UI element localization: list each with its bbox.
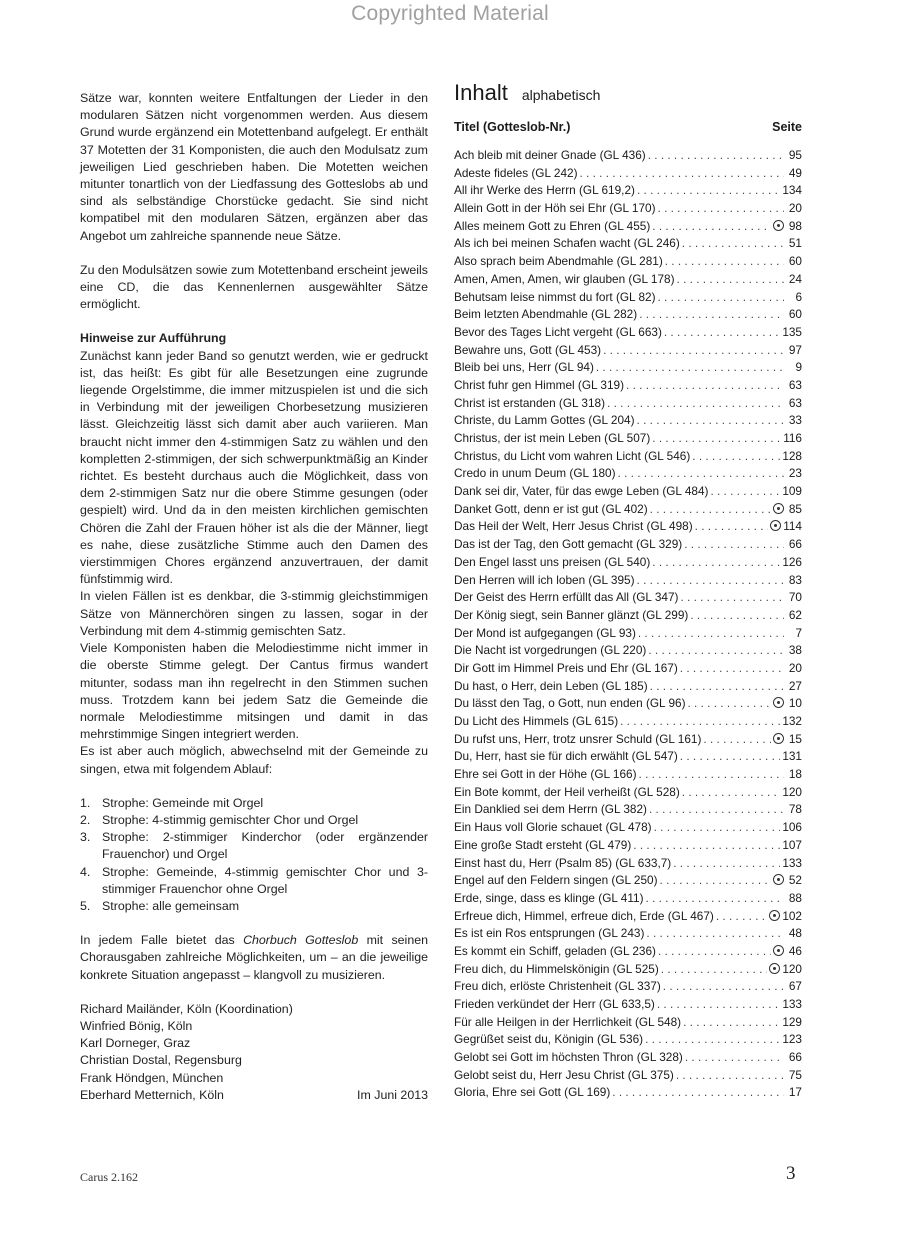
leader-dots xyxy=(639,767,784,781)
toc-entry-title: Ein Haus voll Glorie schauet (GL 478) xyxy=(454,820,652,835)
toc-entry-title: Bevor des Tages Licht vergeht (GL 663) xyxy=(454,324,662,339)
toc-entry xyxy=(454,290,802,308)
strophe-item xyxy=(80,795,428,812)
leader-dots xyxy=(680,749,781,763)
toc-entry-page: 123 xyxy=(782,1032,802,1047)
leader-dots xyxy=(648,643,784,657)
toc-entry xyxy=(454,466,802,484)
toc-entry-page: 131 xyxy=(782,749,802,764)
leader-dots xyxy=(607,396,784,410)
leader-dots xyxy=(695,519,769,533)
toc-entry-title: Also sprach beim Abendmahle (GL 281) xyxy=(454,254,663,269)
leader-dots xyxy=(652,431,781,445)
toc-entry xyxy=(454,573,802,591)
toc-entry-page: 132 xyxy=(782,714,802,728)
toc-entry-title: Credo in unum Deum (GL 180) xyxy=(454,466,616,481)
toc-entry xyxy=(454,1050,802,1068)
toc-entry-title: Christus, du Licht vom wahren Licht (GL 546) xyxy=(454,448,691,463)
strophe-text: Strophe: 2-stimmiger Kinderchor (oder ergänzender Frauenchor) und Orgel xyxy=(102,830,428,862)
toc-entry xyxy=(454,608,802,626)
leader-dots xyxy=(637,183,780,197)
toc-entry xyxy=(454,997,802,1015)
leader-dots xyxy=(682,236,784,250)
toc-entry xyxy=(454,749,802,767)
toc-entry-title: Gegrüßet seist du, Königin (GL 536) xyxy=(454,1032,644,1047)
toc-entry xyxy=(454,1015,802,1033)
toc-entry-page: 126 xyxy=(782,554,802,569)
toc-entry-title: Du Licht des Himmels (GL 615) xyxy=(454,714,619,728)
signature-row xyxy=(80,1035,428,1052)
toc-entry-page: 98 xyxy=(788,218,802,233)
toc-entry-title: Der König siegt, sein Banner glänzt (GL 299) xyxy=(454,607,689,622)
toc-entry-title: Christ fuhr gen Himmel (GL 319) xyxy=(454,377,625,392)
toc-entry xyxy=(454,909,802,927)
signature-name: Eberhard Metternich, Köln xyxy=(80,1087,224,1102)
leader-dots xyxy=(603,343,784,357)
leader-dots xyxy=(665,254,784,268)
toc-entry xyxy=(454,431,802,449)
toc-entry xyxy=(454,449,802,467)
leader-dots xyxy=(658,290,785,304)
toc-entry-title: Christus, der ist mein Leben (GL 507) xyxy=(454,431,651,445)
toc-entry-title: Das Heil der Welt, Herr Jesus Christ (GL 498) xyxy=(454,519,693,534)
toc-subtitle: alphabetisch xyxy=(521,87,601,103)
toc-entry-page: 24 xyxy=(788,271,802,286)
toc-entry-page: 88 xyxy=(788,890,802,905)
toc-list xyxy=(454,148,802,1103)
left-column xyxy=(80,90,428,1104)
strophe-text: Strophe: Gemeinde, 4-stimmig gemischter Chor und 3-stimmiger Frauenchor ohne Orgel xyxy=(102,864,428,896)
toc-entry-page: 85 xyxy=(788,501,802,516)
toc-entry xyxy=(454,856,802,874)
toc-entry xyxy=(454,201,802,219)
toc-title: Inhalt xyxy=(454,80,508,105)
toc-entry-title: Einst hast du, Herr (Psalm 85) (GL 633,7) xyxy=(454,855,672,870)
toc-entry-page: 134 xyxy=(782,183,802,198)
toc-entry-page: 38 xyxy=(788,643,802,658)
toc-entry xyxy=(454,236,802,254)
toc-entry-page: 133 xyxy=(782,855,802,870)
toc-entry-page: 60 xyxy=(788,254,802,269)
toc-column-header xyxy=(454,120,802,148)
leader-dots xyxy=(676,1068,784,1082)
toc-entry-page: 7 xyxy=(795,625,802,640)
toc-entry xyxy=(454,926,802,944)
toc-entry xyxy=(454,732,802,750)
toc-entry-page: 97 xyxy=(788,342,802,357)
signature-name: Christian Dostal, Regensburg xyxy=(80,1053,242,1068)
leader-dots xyxy=(680,590,784,604)
toc-entry-title: Als ich bei meinen Schafen wacht (GL 246) xyxy=(454,236,680,251)
toc-entry-page: 9 xyxy=(795,360,802,375)
toc-entry-page: 95 xyxy=(788,148,802,162)
toc-entry xyxy=(454,1085,802,1103)
leader-dots xyxy=(716,909,767,923)
toc-entry-title: Für alle Heilgen in der Herrlichkeit (GL 548) xyxy=(454,1014,682,1029)
table-of-contents xyxy=(454,80,802,1103)
signature-row xyxy=(80,1070,428,1087)
cd-icon xyxy=(773,220,784,231)
toc-entry-title: Christ ist erstanden (GL 318) xyxy=(454,395,606,410)
signature-row xyxy=(80,1018,428,1035)
cd-icon xyxy=(773,874,784,885)
leader-dots xyxy=(648,148,784,162)
usage-paragraph: Zunächst kann jeder Band so genutzt werden, wie er gedruckt ist, das heißt: Es gibt für alle Besetzungen eine zugrunde liegende Orgelstimme, die immer mitzuspielen ist und die sich in Verbindung mit der jeweiligen Chorbesetzung musizieren lässt. Gleichzeitig lässt sich damit aber auch variieren. Man braucht nicht immer den 4-stimmigen Satz zu wählen und den kompletten 2-stimmigen, der sich schwerpunktmäßig an Kinder richtet. Es besteht durchaus auch die Möglichkeit, dass von dem 2-stimmigen Satz nur die obere Stimme gesungen (oder gespielt) wird. Und da in den meisten kirchlichen gemischten Chören die Zahl der Frauen höher ist als die der Männer, liegt es nahe, diese zusätzliche Stimme auch den Damen des vierstimmigen Chores ergänzend anzuvertrauen, der damit fünfstimmig wird. xyxy=(80,348,428,587)
alternating-paragraph: Es ist aber auch möglich, abwechselnd mit der Gemeinde zu singen, etwa mit folgendem Ablauf: xyxy=(80,744,428,776)
cd-icon xyxy=(769,910,780,921)
cd-icon xyxy=(770,520,781,531)
copyright-watermark: Copyrighted Material xyxy=(351,2,549,25)
toc-entry-page: 52 xyxy=(788,873,802,888)
toc-entry xyxy=(454,873,802,891)
toc-entry-page: 46 xyxy=(788,943,802,958)
closing-text-end: mit seinen Chorausgaben zahlreiche Möglichkeiten, um – an die jeweilige konkrete Situation angepasst – klangvoll zu musizieren. xyxy=(80,933,428,982)
toc-entry xyxy=(454,360,802,378)
strophe-item xyxy=(80,829,428,863)
toc-entry xyxy=(454,962,802,980)
toc-entry-title: All ihr Werke des Herrn (GL 619,2) xyxy=(454,183,635,198)
toc-entry-page: 48 xyxy=(788,926,802,941)
strophe-item xyxy=(80,864,428,898)
leader-dots xyxy=(638,626,784,640)
leader-dots xyxy=(680,661,784,675)
toc-entry-title: Adeste fideles (GL 242) xyxy=(454,165,578,180)
leader-dots xyxy=(684,537,784,551)
cd-icon xyxy=(773,945,784,956)
toc-entry-title: Es kommt ein Schiff, geladen (GL 236) xyxy=(454,943,656,958)
leader-dots xyxy=(639,307,784,321)
signature-name: Richard Mailänder, Köln (Koordination) xyxy=(80,1001,293,1016)
toc-entry-page: 75 xyxy=(788,1067,802,1082)
signature-date: Im Juni 2013 xyxy=(357,1087,428,1102)
strophe-list xyxy=(80,795,428,915)
toc-entry-title: Das ist der Tag, den Gott gemacht (GL 329) xyxy=(454,537,683,552)
intro-paragraph: Sätze war, konnten weitere Entfaltungen der Lieder in den modularen Sätzen nicht vorgenommen werden. Aus diesem Grund wurde ergänzend ein Motettenband aufgelegt. Er enthält 37 Motetten der 31 Komponisten, die auch den Modulsatz zum jeweiligen Lied geschrieben haben. Die Motetten weichen mitunter tonartlich von der Liedfassung des Gotteslobs ab und sind als selbständige Chorstücke gedacht. Sie sind nicht kompatibel mit den modularen Sätzen, ergänzen aber das Angebot um zahlreiche spannende neue Sätze. xyxy=(80,91,428,243)
leader-dots xyxy=(703,732,771,746)
toc-entry-title: Allein Gott in der Höh sei Ehr (GL 170) xyxy=(454,201,656,216)
toc-entry-title: Christe, du Lamm Gottes (GL 204) xyxy=(454,413,635,428)
signature-row xyxy=(80,1052,428,1069)
toc-entry xyxy=(454,484,802,502)
toc-entry xyxy=(454,272,802,290)
leader-dots xyxy=(637,413,784,427)
toc-entry-page: 67 xyxy=(788,979,802,994)
toc-entry-page: 114 xyxy=(783,519,802,534)
toc-entry-title: Ein Bote kommt, der Heil verheißt (GL 528) xyxy=(454,784,680,799)
melody-paragraph: Viele Komponisten haben die Melodiestimme nicht immer in die oberste Stimme gelegt. Der Cantus firmus wandert mitunter, sodass man ihn regelrecht in den Stimmen suchen muss. Trotzdem kann bei jedem Satz die Gemeinde die normale Melodiestimme mitsingen und damit in das mehrstimmige Singen integriert werden. xyxy=(80,641,428,742)
toc-entry-page: 27 xyxy=(788,678,802,693)
toc-entry-title: Der Mond ist aufgegangen (GL 93) xyxy=(454,625,636,640)
leader-dots xyxy=(663,979,784,993)
strophe-item xyxy=(80,812,428,829)
leader-dots xyxy=(646,891,784,905)
toc-entry xyxy=(454,219,802,237)
strophe-number: 4. xyxy=(80,864,91,879)
toc-entry-title: Amen, Amen, Amen, wir glauben (GL 178) xyxy=(454,271,675,286)
toc-entry-title: Gelobt seist du, Herr Jesu Christ (GL 375) xyxy=(454,1067,674,1082)
leader-dots xyxy=(596,360,784,374)
toc-entry xyxy=(454,714,802,732)
leader-dots xyxy=(657,997,780,1011)
leader-dots xyxy=(673,856,780,870)
toc-entry xyxy=(454,166,802,184)
toc-entry xyxy=(454,696,802,714)
toc-entry-title: Ehre sei Gott in der Höhe (GL 166) xyxy=(454,767,637,782)
leader-dots xyxy=(645,1032,780,1046)
toc-entry xyxy=(454,1032,802,1050)
leader-dots xyxy=(682,785,781,799)
toc-col-page: Seite xyxy=(772,120,802,134)
strophe-number: 1. xyxy=(80,795,91,810)
toc-entry xyxy=(454,254,802,272)
toc-entry-page: 128 xyxy=(782,448,802,463)
male-choir-paragraph: In vielen Fällen ist es denkbar, die 3-stimmig gleichstimmigen Sätze von Männerchören singen zu lassen, sogar in der Verbindung mit dem 4-stimmig gemischten Satz. xyxy=(80,589,428,638)
leader-dots xyxy=(688,696,772,710)
toc-entry-title: Freu dich, erlöste Christenheit (GL 337) xyxy=(454,979,661,994)
page-number: 3 xyxy=(786,1163,796,1184)
toc-entry-page: 33 xyxy=(788,413,802,428)
signature-name: Frank Höndgen, München xyxy=(80,1070,224,1085)
toc-entry-title: Ein Danklied sei dem Herrn (GL 382) xyxy=(454,802,647,817)
toc-entry xyxy=(454,148,802,166)
toc-entry-page: 20 xyxy=(788,201,802,216)
toc-entry xyxy=(454,891,802,909)
toc-entry xyxy=(454,1068,802,1086)
leader-dots xyxy=(685,1050,784,1064)
cd-icon xyxy=(773,697,784,708)
toc-entry-page: 70 xyxy=(788,590,802,605)
toc-entry-page: 78 xyxy=(788,802,802,817)
leader-dots xyxy=(650,679,784,693)
toc-entry xyxy=(454,979,802,997)
leader-dots xyxy=(654,820,781,834)
toc-entry xyxy=(454,802,802,820)
cd-icon xyxy=(773,503,784,514)
toc-entry xyxy=(454,378,802,396)
toc-entry-page: 60 xyxy=(788,307,802,322)
leader-dots xyxy=(652,555,780,569)
strophe-text: Strophe: 4-stimmig gemischter Chor und Orgel xyxy=(102,812,359,827)
toc-entry-title: Du hast, o Herr, dein Leben (GL 185) xyxy=(454,678,648,693)
closing-paragraph xyxy=(80,932,428,984)
toc-entry-page: 129 xyxy=(782,1014,802,1029)
signature-name: Karl Dorneger, Graz xyxy=(80,1036,191,1051)
leader-dots xyxy=(612,1085,784,1099)
closing-text-start: In jedem Falle bietet das xyxy=(80,933,244,948)
toc-entry xyxy=(454,307,802,325)
toc-entry xyxy=(454,519,802,537)
toc-entry-title: Der Geist des Herrn erfüllt das All (GL 347) xyxy=(454,590,679,605)
leader-dots xyxy=(664,325,780,339)
leader-dots xyxy=(677,272,784,286)
strophe-item xyxy=(80,898,428,915)
toc-entry-page: 107 xyxy=(782,837,802,852)
toc-entry-page: 66 xyxy=(788,537,802,552)
toc-entry xyxy=(454,590,802,608)
leader-dots xyxy=(660,873,771,887)
toc-entry-page: 17 xyxy=(788,1085,802,1100)
leader-dots xyxy=(658,944,771,958)
toc-entry-title: Engel auf den Feldern singen (GL 250) xyxy=(454,873,658,888)
toc-entry-title: Erfreue dich, Himmel, erfreue dich, Erde (GL 467) xyxy=(454,908,714,923)
signature-name: Winfried Bönig, Köln xyxy=(80,1018,193,1033)
leader-dots xyxy=(692,449,780,463)
toc-entry xyxy=(454,838,802,856)
toc-entry-title: Alles meinem Gott zu Ehren (GL 455) xyxy=(454,218,651,233)
cd-icon xyxy=(769,963,780,974)
leader-dots xyxy=(661,962,768,976)
toc-entry-title: Es ist ein Ros entsprungen (GL 243) xyxy=(454,926,645,941)
toc-entry-page: 18 xyxy=(788,767,802,782)
toc-entry-page: 120 xyxy=(782,961,802,976)
leader-dots xyxy=(633,838,780,852)
toc-entry-title: Du rufst uns, Herr, trotz unsrer Schuld (GL 161) xyxy=(454,731,702,746)
toc-entry-page: 133 xyxy=(782,997,802,1011)
toc-entry-title: Du, Herr, hast sie für dich erwählt (GL 547) xyxy=(454,749,678,764)
toc-entry-page: 62 xyxy=(788,607,802,622)
toc-entry-title: Dir Gott im Himmel Preis und Ehr (GL 167) xyxy=(454,660,678,675)
toc-entry-title: Beim letzten Abendmahle (GL 282) xyxy=(454,307,638,322)
toc-entry xyxy=(454,785,802,803)
footer-catalog-number: Carus 2.162 xyxy=(80,1170,138,1184)
leader-dots xyxy=(652,219,771,233)
toc-entry-title: Du lässt den Tag, o Gott, nun enden (GL 96) xyxy=(454,696,686,711)
leader-dots xyxy=(626,378,784,392)
toc-entry-page: 63 xyxy=(788,395,802,410)
toc-entry xyxy=(454,555,802,573)
toc-col-title: Titel (Gotteslob-Nr.) xyxy=(454,120,571,134)
leader-dots xyxy=(620,714,780,728)
toc-entry-title: Danket Gott, denn er ist gut (GL 402) xyxy=(454,501,648,516)
leader-dots xyxy=(710,484,780,498)
toc-entry-page: 51 xyxy=(788,236,802,251)
toc-entry-title: Die Nacht ist vorgedrungen (GL 220) xyxy=(454,643,647,658)
leader-dots xyxy=(690,608,784,622)
toc-entry xyxy=(454,502,802,520)
toc-entry-page: 63 xyxy=(788,377,802,392)
toc-entry xyxy=(454,643,802,661)
toc-entry-page: 15 xyxy=(788,731,802,746)
leader-dots xyxy=(649,802,784,816)
signature-row xyxy=(80,1001,428,1018)
leader-dots xyxy=(683,1015,780,1029)
toc-entry-page: 23 xyxy=(788,466,802,481)
toc-entry xyxy=(454,343,802,361)
toc-entry-page: 10 xyxy=(788,696,802,711)
toc-entry-page: 83 xyxy=(788,572,802,587)
toc-entry xyxy=(454,183,802,201)
signature-list xyxy=(80,1001,428,1104)
toc-entry-title: Bleib bei uns, Herr (GL 94) xyxy=(454,360,594,375)
toc-entry-title: Behutsam leise nimmst du fort (GL 82) xyxy=(454,289,656,304)
toc-entry-title: Frieden verkündet der Herr (GL 633,5) xyxy=(454,997,655,1011)
toc-entry-title: Freu dich, du Himmelskönigin (GL 525) xyxy=(454,961,659,976)
toc-entry xyxy=(454,944,802,962)
strophe-text: Strophe: alle gemeinsam xyxy=(102,898,240,913)
leader-dots xyxy=(658,201,784,215)
toc-heading xyxy=(454,80,802,112)
toc-entry-page: 6 xyxy=(795,289,802,304)
toc-entry xyxy=(454,820,802,838)
strophe-text: Strophe: Gemeinde mit Orgel xyxy=(102,795,264,810)
toc-entry xyxy=(454,413,802,431)
toc-entry-title: Gelobt sei Gott im höchsten Thron (GL 328) xyxy=(454,1050,683,1065)
toc-entry-page: 135 xyxy=(782,324,802,339)
strophe-number: 3. xyxy=(80,830,91,845)
toc-entry-page: 106 xyxy=(782,820,802,835)
toc-entry xyxy=(454,396,802,414)
cd-paragraph: Zu den Modulsätzen sowie zum Motettenband erscheint jeweils eine CD, die das Kennenlernen ausgewählter Sätze ermöglicht. xyxy=(80,262,428,312)
signature-row xyxy=(80,1087,428,1104)
strophe-number: 2. xyxy=(80,812,91,827)
toc-entry xyxy=(454,325,802,343)
toc-entry-page: 120 xyxy=(782,784,802,799)
toc-entry xyxy=(454,537,802,555)
toc-entry-page: 102 xyxy=(782,908,802,923)
leader-dots xyxy=(637,573,784,587)
toc-entry-page: 116 xyxy=(783,431,802,445)
toc-entry-title: Erde, singe, dass es klinge (GL 411) xyxy=(454,890,644,905)
section-heading: Hinweise zur Aufführung xyxy=(80,331,227,346)
toc-entry-page: 49 xyxy=(788,165,802,180)
leader-dots xyxy=(618,466,784,480)
toc-entry-title: Eine große Stadt ersteht (GL 479) xyxy=(454,837,632,852)
toc-entry-title: Den Herren will ich loben (GL 395) xyxy=(454,572,635,587)
toc-entry-page: 20 xyxy=(788,660,802,675)
toc-entry xyxy=(454,767,802,785)
toc-entry-title: Gloria, Ehre sei Gott (GL 169) xyxy=(454,1085,611,1100)
toc-entry-title: Ach bleib mit deiner Gnade (GL 436) xyxy=(454,148,646,162)
leader-dots xyxy=(646,926,784,940)
toc-entry-page: 66 xyxy=(788,1050,802,1065)
toc-entry-title: Bewahre uns, Gott (GL 453) xyxy=(454,342,602,357)
leader-dots xyxy=(580,166,785,180)
toc-entry-title: Den Engel lasst uns preisen (GL 540) xyxy=(454,554,651,569)
cd-icon xyxy=(773,733,784,744)
leader-dots xyxy=(650,502,771,516)
toc-entry xyxy=(454,626,802,644)
toc-entry-page: 109 xyxy=(782,484,802,499)
toc-entry-title: Dank sei dir, Vater, für das ewge Leben (GL 484) xyxy=(454,484,709,499)
book-title: Chorbuch Gotteslob xyxy=(243,933,359,948)
toc-entry xyxy=(454,679,802,697)
strophe-number: 5. xyxy=(80,898,91,913)
toc-entry xyxy=(454,661,802,679)
